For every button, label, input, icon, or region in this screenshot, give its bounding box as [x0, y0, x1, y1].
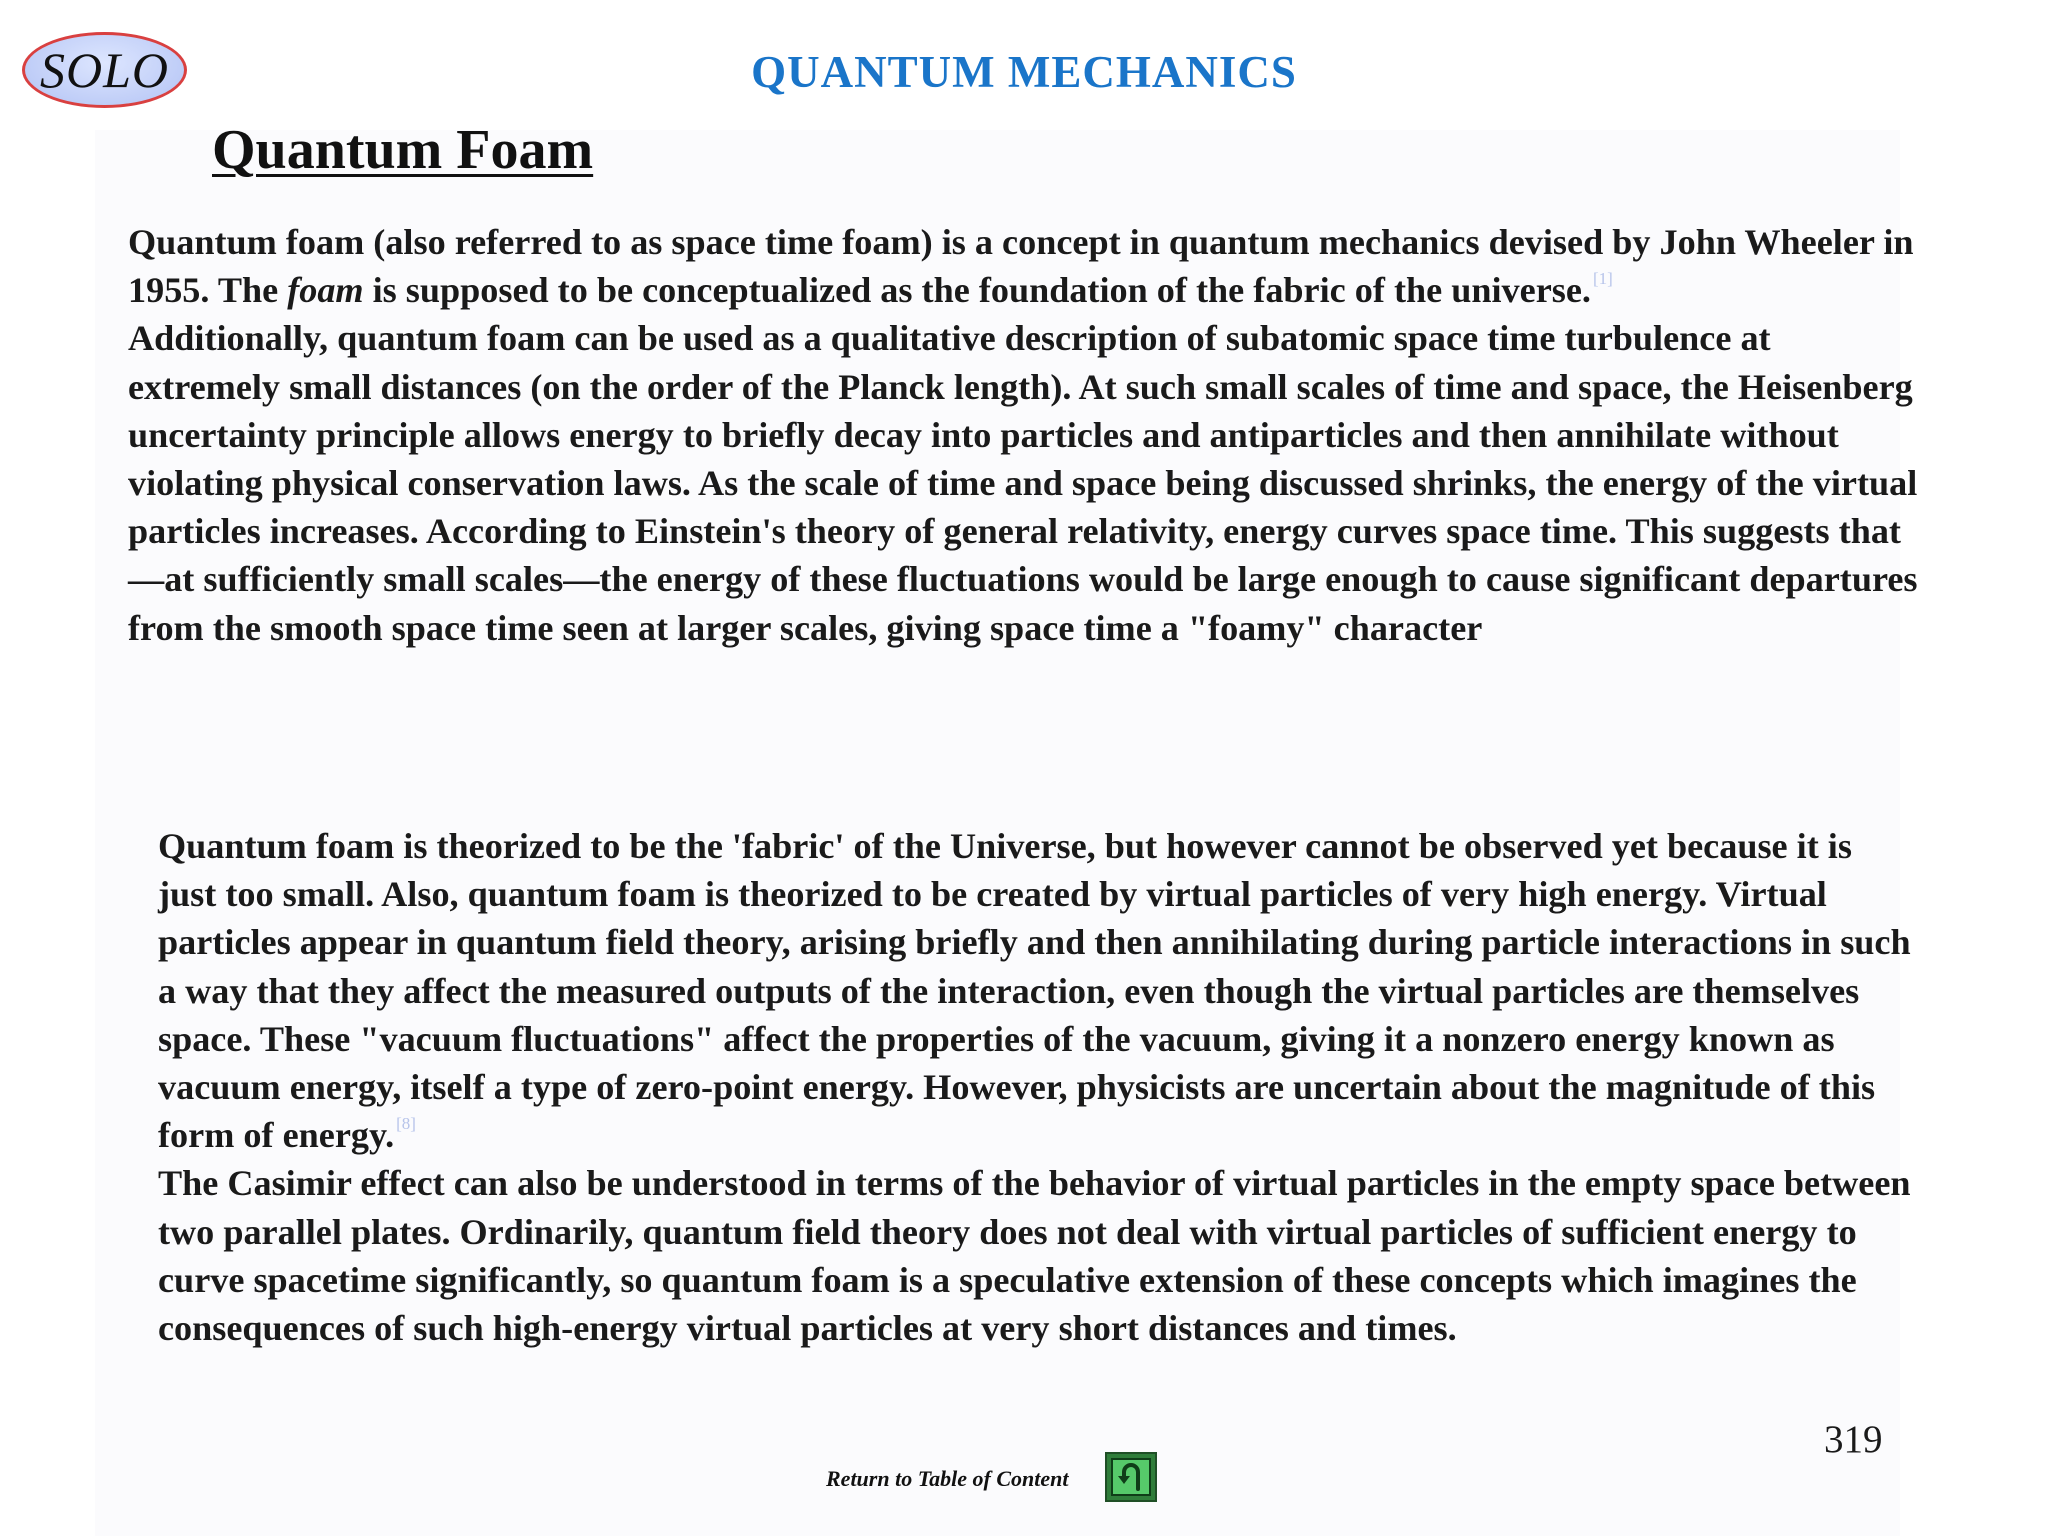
paragraph-text: Quantum foam (also referred to as space time foam) is a concept in quantum mechanics devised by John Wheeler in 1955. The: [128, 222, 1914, 311]
return-arrow-icon: [1111, 1458, 1151, 1496]
citation-8[interactable]: [8]: [396, 1114, 416, 1134]
page-number: 319: [1824, 1418, 1883, 1461]
paragraph-text: is supposed to be conceptualized as the foundation of the fabric of the universe.: [363, 270, 1591, 311]
paragraph-fabric: [158, 822, 1918, 1159]
paragraph-turbulence: Additionally, quantum foam can be used as a qualitative description of subatomic space time turbulence at extremely small distances (on the order of the Planck length). At such small scales of time and space, the Heisenberg uncertainty principle allows energy to briefly decay into particles and antiparticles and then annihilate without violating physical conservation laws. As the scale of time and space being discussed shrinks, the energy of the virtual particles increases. According to Einstein's theory of general relativity, energy curves space time. This suggests that—at sufficiently small scales—the energy of these fluctuations would be large enough to cause significant departures from the smooth space time seen at larger scales, giving space time a "foamy" character: [128, 318, 1918, 648]
logo-text: SOLO: [39, 42, 170, 98]
header-title: QUANTUM MECHANICS: [751, 47, 1297, 97]
return-to-toc-link[interactable]: Return to Table of Content: [826, 1466, 1069, 1491]
text-block-2: [158, 822, 1918, 1352]
citation-1[interactable]: [1]: [1592, 269, 1613, 289]
paragraph-casimir: The Casimir effect can also be understood in terms of the behavior of virtual particles in the empty space between two parallel plates. Ordinarily, quantum field theory does not deal with virtual particles of sufficient energy to curve spacetime significantly, so quantum foam is a speculative extension of these concepts which imagines the consequences of such high-energy virtual particles at very short distances and times.: [158, 1163, 1911, 1349]
paragraph-text: Quantum foam is theorized to be the 'fabric' of the Universe, but however cannot be observed yet because it is just too small. Also, quantum foam is theorized to be created by virtual particles of very high energy. Virtual particles appear in quantum field theory, arising briefly and then annihilating during particle interactions in such a way that they affect the measured outputs of the interaction, even though the virtual particles are themselves space. These "vacuum fluctuations" affect the properties of the vacuum, giving it a nonzero energy known as vacuum energy, itself a type of zero-point energy. However, physicists are uncertain about the magnitude of this form of energy.: [158, 826, 1911, 1156]
return-to-toc-button[interactable]: [1105, 1452, 1157, 1502]
text-block-1: [128, 218, 1928, 652]
paragraph-definition: [128, 218, 1928, 314]
slide-title: Quantum Foam: [212, 119, 594, 181]
emphasis-foam: foam: [287, 270, 364, 311]
